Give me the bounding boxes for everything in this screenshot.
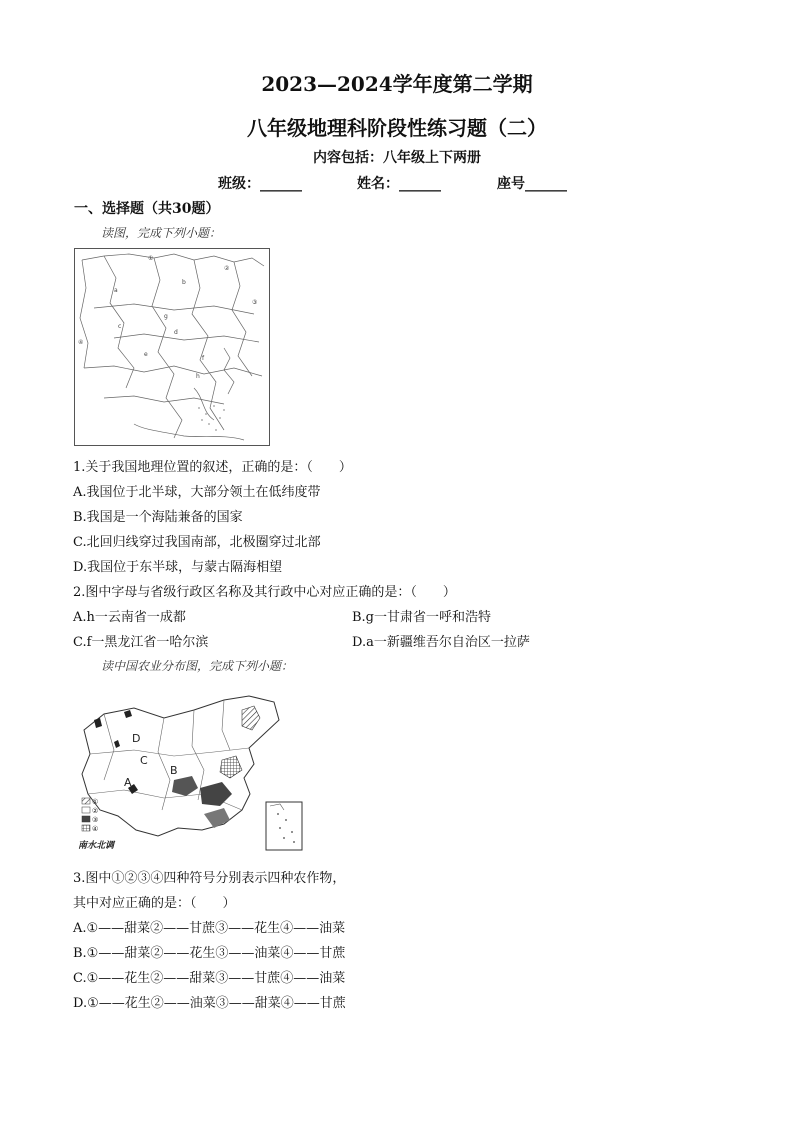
content-scope: 内容包括：八年级上下两册 xyxy=(313,150,481,166)
map2-label-c: C xyxy=(140,754,148,767)
map1-label-d: d xyxy=(174,329,178,336)
legend-swatch-3 xyxy=(82,816,90,822)
map1-label-f: f xyxy=(202,355,205,362)
south-china-sea-inset xyxy=(266,802,302,850)
map1-label-2: ② xyxy=(224,265,230,272)
map1-label-3: ③ xyxy=(252,299,258,306)
legend-swatch-2 xyxy=(82,807,90,813)
china-province-map xyxy=(74,248,270,446)
question-2-option-d[interactable]: D.a一新疆维吾尔自治区一拉萨 xyxy=(352,635,530,650)
question-2-stem: 2.图中字母与省级行政区名称及其行政中心对应正确的是：（ ） xyxy=(73,585,456,600)
map2-label-a: A xyxy=(124,776,132,789)
legend-label-2: ② xyxy=(92,807,99,815)
question-3-option-d[interactable]: D.①——花生②——油菜③——甜菜④——甘蔗 xyxy=(73,996,346,1011)
legend-label-3: ③ xyxy=(92,816,99,824)
china-agriculture-map xyxy=(74,690,308,852)
group2-intro: 读中国农业分布图，完成下列小题： xyxy=(101,659,294,673)
seat-field-label: 座号______ xyxy=(497,176,567,192)
question-3-stem-line1: 3.图中①②③④四种符号分别表示四种农作物， xyxy=(73,871,346,886)
question-1-option-b[interactable]: B.我国是一个海陆兼备的国家 xyxy=(73,510,243,525)
exam-title: 八年级地理科阶段性练习题（二） xyxy=(247,116,547,140)
question-3-option-a[interactable]: A.①——甜菜②——甘蔗③——花生④——油菜 xyxy=(73,921,346,936)
question-1-option-d[interactable]: D.我国位于东半球，与蒙古隔海相望 xyxy=(73,560,283,575)
map2-caption: 南水北调 xyxy=(78,841,115,851)
map1-label-h: h xyxy=(196,373,200,380)
map1-label-1: ① xyxy=(148,255,154,262)
question-2-option-a[interactable]: A.h一云南省一成都 xyxy=(73,610,186,625)
legend-label-1: ① xyxy=(92,798,99,806)
map1-label-e: e xyxy=(144,351,148,358)
section-heading: 一、选择题（共30题） xyxy=(74,201,220,217)
name-field-label: 姓名：______ xyxy=(357,176,441,192)
question-2-option-c[interactable]: C.f一黑龙江省一哈尔滨 xyxy=(73,635,209,650)
map2-label-b: B xyxy=(170,764,178,777)
map1-label-a: a xyxy=(114,287,118,294)
map1-label-c: c xyxy=(118,323,122,330)
legend-label-4: ④ xyxy=(92,825,99,833)
question-3-option-b[interactable]: B.①——甜菜②——花生③——油菜④——甘蔗 xyxy=(73,946,346,961)
question-2-option-b[interactable]: B.g一甘肃省一呼和浩特 xyxy=(352,610,492,625)
question-3-stem-line2: 其中对应正确的是：（ ） xyxy=(73,896,236,911)
legend-swatch-4 xyxy=(82,825,90,831)
map1-label-4: ④ xyxy=(78,339,84,346)
class-field-label: 班级：______ xyxy=(218,176,302,192)
question-1-stem: 1.关于我国地理位置的叙述，正确的是：（ ） xyxy=(73,460,352,475)
question-1-option-a[interactable]: A.我国位于北半球，大部分领土在低纬度带 xyxy=(73,485,321,500)
map1-label-b: b xyxy=(182,279,186,286)
group1-intro: 读图，完成下列小题： xyxy=(101,226,222,240)
legend-swatch-1 xyxy=(82,798,90,804)
question-1-option-c[interactable]: C.北回归线穿过我国南部，北极圈穿过北部 xyxy=(73,535,321,550)
question-3-option-c[interactable]: C.①——花生②——甜菜③——甘蔗④——油菜 xyxy=(73,971,346,986)
map1-label-g: g xyxy=(164,313,168,320)
school-year-title: 2023—2024学年度第二学期 xyxy=(261,72,533,96)
map2-label-d: D xyxy=(132,732,141,745)
